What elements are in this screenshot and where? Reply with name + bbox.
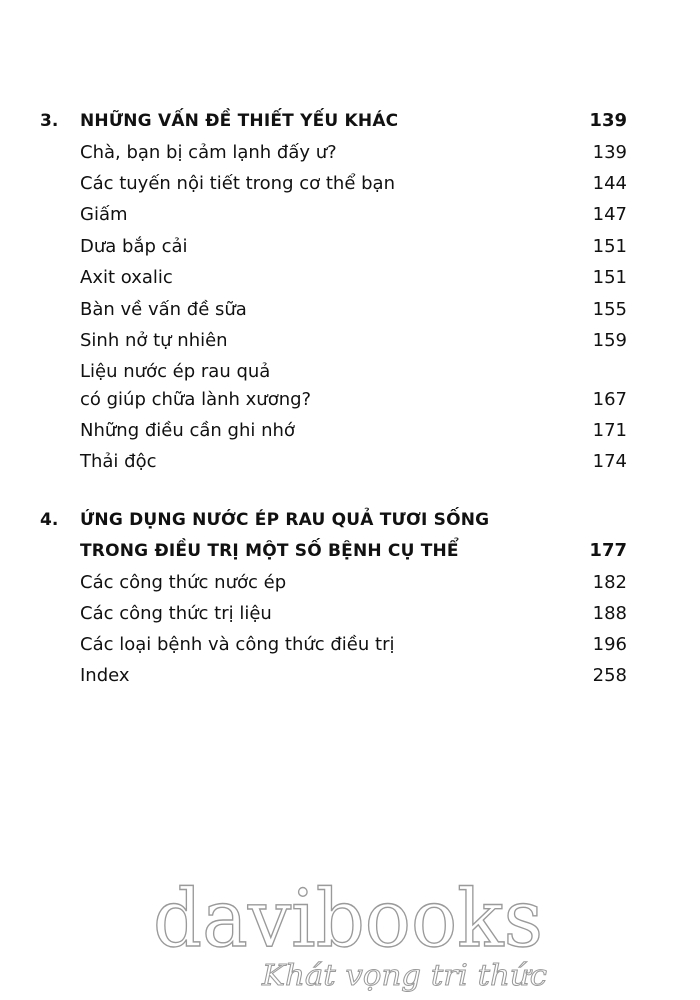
entry-title: Sinh nở tự nhiên <box>80 330 228 351</box>
entry-title: Các tuyến nội tiết trong cơ thể bạn <box>80 173 395 194</box>
chapter-title: NHỮNG VẤN ĐỀ THIẾT YẾU KHÁC <box>80 111 399 131</box>
entry-title: Các công thức trị liệu <box>80 603 272 624</box>
entry-page: 258 <box>592 665 627 686</box>
toc-entry-line-2 <box>0 385 700 415</box>
toc-entry-line-1 <box>0 357 700 387</box>
entry-page: 144 <box>592 173 627 194</box>
entry-title: Giấm <box>80 204 128 225</box>
toc-entry <box>0 599 700 629</box>
chapter-title: ỨNG DỤNG NƯỚC ÉP RAU QUẢ TƯƠI SỐNG <box>80 510 490 530</box>
entry-page: 151 <box>592 267 627 288</box>
entry-title: Các loại bệnh và công thức điều trị <box>80 634 395 655</box>
toc-entry <box>0 326 700 356</box>
watermark-tagline: Khát vọng tri thức <box>260 958 547 992</box>
entry-title: Các công thức nước ép <box>80 572 287 593</box>
entry-page: 155 <box>592 299 627 320</box>
toc-entry <box>0 263 700 293</box>
entry-title: Liệu nước ép rau quả <box>80 361 271 382</box>
entry-title: Thải độc <box>80 451 157 472</box>
watermark-brand: davibooks <box>153 872 543 965</box>
toc-entry <box>0 200 700 230</box>
entry-page: 167 <box>592 389 627 410</box>
entry-title: Chà, bạn bị cảm lạnh đấy ư? <box>80 142 337 163</box>
toc-entry <box>0 661 700 691</box>
toc-entry <box>0 295 700 325</box>
entry-page: 188 <box>592 603 627 624</box>
entry-title: Index <box>80 665 130 686</box>
entry-page: 171 <box>592 420 627 441</box>
entry-title: Bàn về vấn đề sữa <box>80 299 247 320</box>
watermark-logo <box>0 860 700 1000</box>
chapter-4-heading-line-2 <box>0 536 700 566</box>
chapter-4-heading-line-1 <box>0 505 700 535</box>
toc-entry <box>0 169 700 199</box>
toc-entry <box>0 416 700 446</box>
chapter-title-continued: TRONG ĐIỀU TRỊ MỘT SỐ BỆNH CỤ THỂ <box>80 541 459 561</box>
chapter-page: 139 <box>589 110 627 131</box>
entry-page: 159 <box>592 330 627 351</box>
entry-title: Những điều cần ghi nhớ <box>80 420 295 441</box>
entry-page: 151 <box>592 236 627 257</box>
toc-entry <box>0 630 700 660</box>
entry-page: 147 <box>592 204 627 225</box>
toc-entry <box>0 138 700 168</box>
entry-title-continued: có giúp chữa lành xương? <box>80 389 312 410</box>
entry-page: 139 <box>592 142 627 163</box>
entry-page: 182 <box>592 572 627 593</box>
toc-entry <box>0 568 700 598</box>
entry-title: Axit oxalic <box>80 267 173 288</box>
davibooks-watermark <box>0 860 700 1000</box>
toc-entry <box>0 232 700 262</box>
toc-entry <box>0 447 700 477</box>
entry-page: 174 <box>592 451 627 472</box>
chapter-page: 177 <box>589 540 627 561</box>
chapter-number: 3. <box>40 111 59 131</box>
chapter-number: 4. <box>40 510 59 530</box>
entry-page: 196 <box>592 634 627 655</box>
chapter-3-heading <box>0 106 700 136</box>
entry-title: Dưa bắp cải <box>80 236 188 257</box>
